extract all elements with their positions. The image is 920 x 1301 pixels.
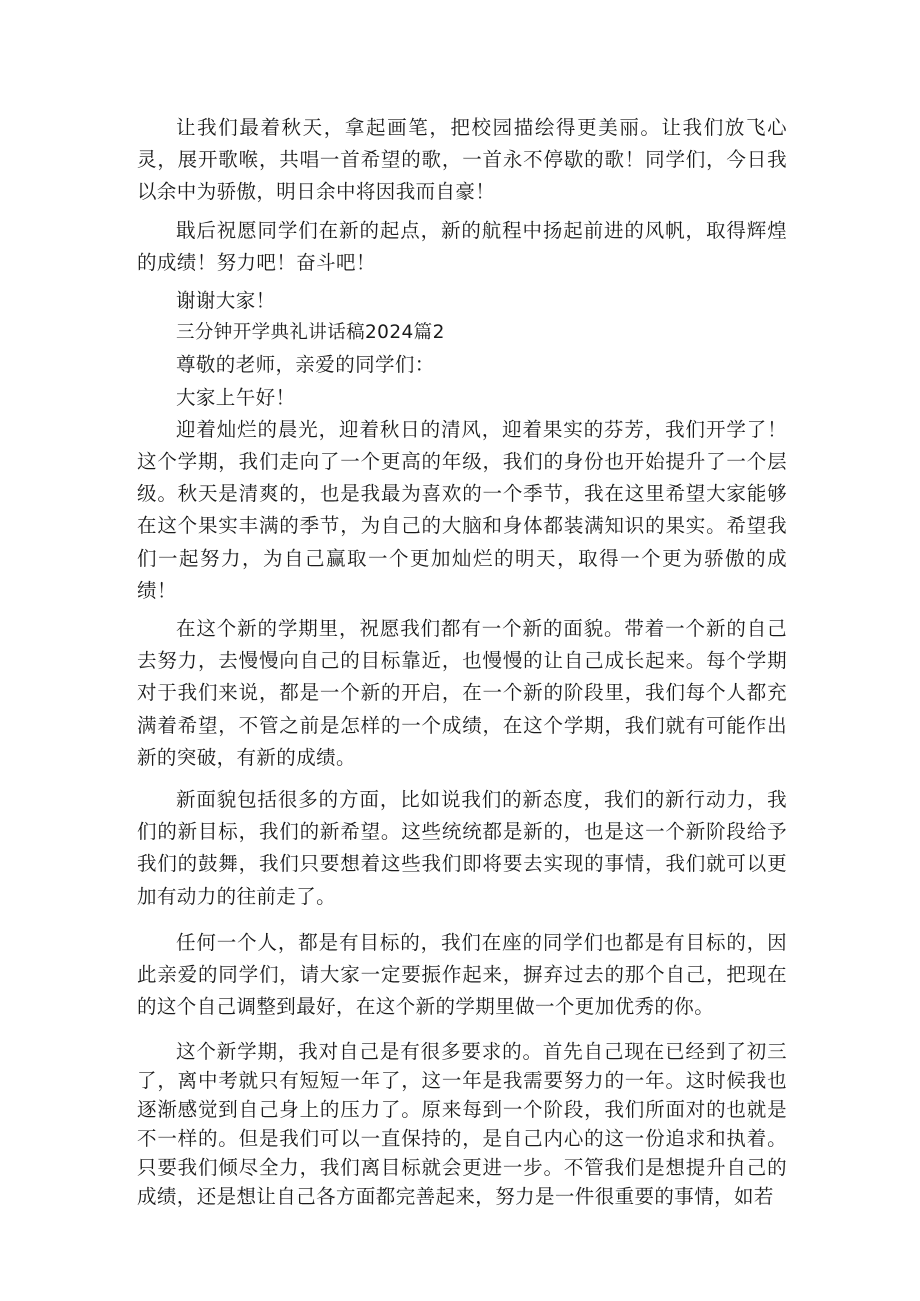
paragraph-body-3: 新面貌包括很多的方面，比如说我们的新态度，我们的新行动力，我们的新目标，我们的新希望。这些统统都是新的，也是这一个新阶段给予我们的鼓舞，我们只要想着这些我们即将要去实现的事情，我们就可以更加有动力的往前走了。 — [137, 788, 787, 908]
paragraph-body-5: 这个新学期，我对自己是有很多要求的。首先自己现在已经到了初三了，离中考就只有短短一年了，这一年是我需要努力的一年。这时候我也逐渐感觉到自己身上的压力了。原来每到一个阶段，我们所面对的也就是不一样的。但是我们可以一直保持的，是自己内心的这一份追求和执着。只要我们倾尽全力，我们离目标就会更进一步。不管我们是想提升自己的成绩，还是想让自己各方面都完善起来，努力是一件很重要的事情，如若 — [137, 1040, 787, 1209]
paragraph-body-4: 任何一个人，都是有目标的，我们在座的同学们也都是有目标的，因此亲爱的同学们，请大家一定要振作起来，摒弃过去的那个自己，把现在的这个自己调整到最好，在这个新的学期里做一个更加优秀的你。 — [137, 930, 787, 1019]
section-heading: 三分钟开学典礼讲话稿2024篇2 — [176, 322, 445, 344]
paragraph-thanks: 谢谢大家！ — [176, 289, 276, 313]
paragraph-closing-1: 让我们最着秋天，拿起画笔，把校园描绘得更美丽。让我们放飞心灵，展开歌喉，共唱一首希望的歌，一首永不停歇的歌！同学们，今日我以余中为骄傲，明日余中将因我而自豪！ — [137, 116, 787, 204]
paragraph-salutation: 尊敬的老师，亲爱的同学们： — [176, 353, 435, 377]
paragraph-body-2: 在这个新的学期里，祝愿我们都有一个新的面貌。带着一个新的自己去努力，去慢慢向自己的目标靠近，也慢慢的让自己成长起来。每个学期对于我们来说，都是一个新的开启，在一个新的阶段里，我们每个人都充满着希望，不管之前是怎样的一个成绩，在这个学期，我们就有可能作出新的突破，有新的成绩。 — [137, 617, 787, 769]
paragraph-closing-2: 戢后祝愿同学们在新的起点，新的航程中扬起前进的风帆，取得辉煌的成绩！努力吧！奋斗吧！ — [137, 218, 787, 274]
paragraph-greeting: 大家上午好！ — [176, 385, 296, 409]
document-body — [137, 112, 787, 1211]
paragraph-body-1: 迎着灿烂的晨光，迎着秋日的清风，迎着果实的芬芳，我们开学了！这个学期，我们走向了一个更高的年级，我们的身份也开始提升了一个层级。秋天是清爽的，也是我最为喜欢的一个季节，我在这里希望大家能够在这个果实丰满的季节，为自己的大脑和身体都装满知识的果实。希望我们一起努力，为自己赢取一个更加灿烂的明天，取得一个更为骄傲的成绩！ — [137, 417, 787, 602]
